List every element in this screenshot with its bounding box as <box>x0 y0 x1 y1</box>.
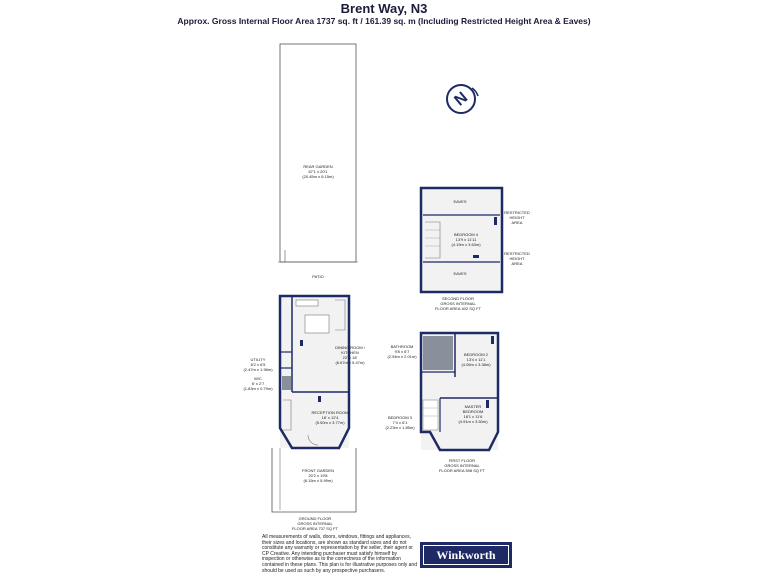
floor-label-second: SECOND FLOOR GROSS INTERNAL FLOOR AREA 402 SQ FT <box>434 296 481 311</box>
room-label-utility: UTILITY 8'2 x 6'5 (2.47m x 1.96m) <box>243 357 273 372</box>
room-label-bathroom: BATHROOM 9'8 x 6'7 (2.94m x 2.01m) <box>387 344 417 359</box>
room-label-reception: RECEPTION ROOM 18' x 12'4 (5.50m x 3.77m) <box>311 410 349 425</box>
restricted-height-label-2: RESTRICTED HEIGHT AREA <box>504 251 530 266</box>
room-label-wc: W/C 6' x 2'7 (1.83m x 0.79m) <box>243 376 273 391</box>
room-label-eaves-top: EAVES <box>453 199 467 204</box>
floor-label-ground: GROUND FLOOR GROSS INTERNAL FLOOR AREA 737 SQ FT <box>291 516 338 531</box>
disclaimer-text: All measurements of walls, doors, windows, fittings and appliances, their sizes and locations, are shown as standard sizes and do not constitute any warranty or representation by the seller, their agent or CP Creative. Any intending purchaser must satisfy himself by inspection or otherwise as to the correctness of the information contained in these plans. This plan is for illustrative purposes only and should be used as such by any prospective purchasers. <box>262 534 417 574</box>
room-label-rear-garden: REAR GARDEN 67'1 x 20'1 (20.45m x 6.15m) <box>302 164 334 179</box>
room-label-patio: PATIO <box>312 274 324 279</box>
rear-garden-outline <box>280 44 356 262</box>
room-label-bedroom-3: BEDROOM 3 7'4 x 6'1 (2.23m x 1.85m) <box>385 415 415 430</box>
room-label-eaves-bottom: EAVES <box>453 271 467 276</box>
room-label-front-garden: FRONT GARDEN 20'2 x 19'8 (6.15m x 5.99m) <box>302 468 334 483</box>
first-floor-plan <box>421 333 498 450</box>
room-label-bedroom-2: BEDROOM 2 13'4 x 11'1 (4.06m x 3.38m) <box>461 352 491 367</box>
winkworth-logo: Winkworth <box>420 542 512 568</box>
floor-label-first: FIRST FLOOR GROSS INTERNAL FLOOR AREA 598 SQ FT <box>438 458 485 473</box>
room-label-dining-kitchen: DINING ROOM / KITCHEN 22' x 18' (6.67m x 5.47m) <box>335 345 365 365</box>
restricted-height-label-1: RESTRICTED HEIGHT AREA <box>504 210 530 225</box>
ground-floor-plan <box>280 296 349 448</box>
page-title: Brent Way, N3 <box>340 1 428 16</box>
room-label-bedroom-4: BEDROOM 4 13'9 x 11'11 (4.19m x 3.63m) <box>451 232 481 247</box>
room-label-master-bedroom: MASTER BEDROOM 16'1 x 11'6 (4.91m x 3.50m) <box>458 404 488 424</box>
svg-text:N: N <box>451 89 472 110</box>
compass-north-icon <box>447 85 478 113</box>
page-subtitle: Approx. Gross Internal Floor Area 1737 sq. ft / 161.39 sq. m (Including Restricted Height Area & Eaves) <box>177 16 591 26</box>
